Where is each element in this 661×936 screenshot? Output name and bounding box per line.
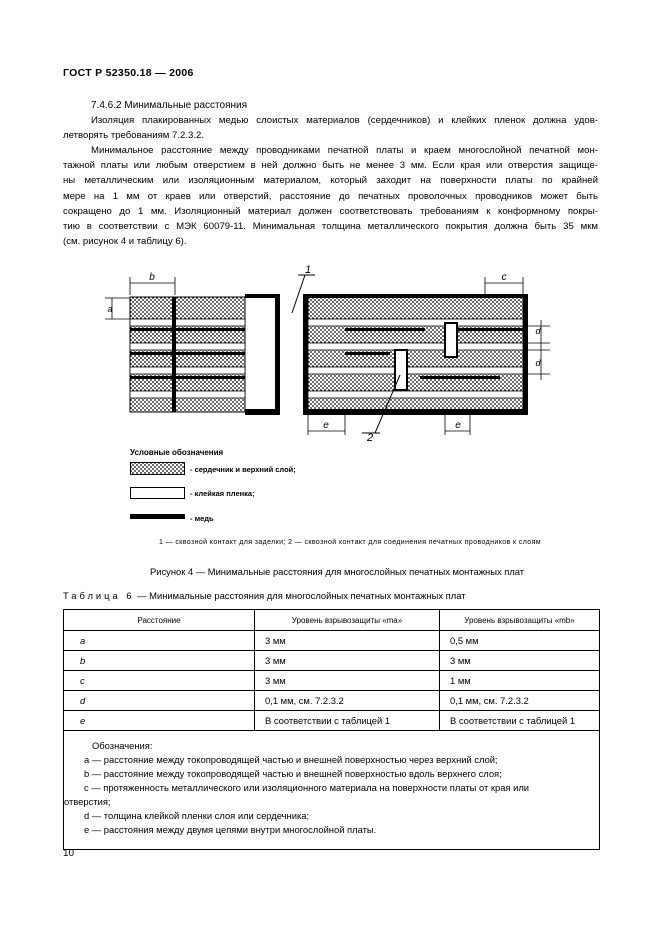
- dimension-a: [105, 298, 130, 319]
- table-caption: [63, 590, 466, 601]
- paragraph-2-line: мере на 1 мм от краев или отверстий, расстояние до печатных проволочных проводников может быть: [63, 190, 598, 202]
- paragraph-2-line: тажной платы или любым отверстием в ней должно быть не менее 3 мм. Если края или отверстия защище-: [63, 160, 598, 172]
- left-board-section: [130, 297, 245, 412]
- table-notes-row: [64, 731, 600, 850]
- note-b: b — расстояние между токопроводящей частью и внешней поверхностью вдоль верхнего слоя;: [84, 768, 502, 779]
- dimension-e-left: [308, 415, 345, 435]
- note-a: a — расстояние между токопроводящей частью и внешней поверхностью через верхний слой;: [84, 754, 498, 765]
- paragraph-2-line: (см. рисунок 4 и таблицу 6).: [63, 236, 187, 248]
- page-number: 10: [63, 848, 75, 859]
- top-copper-pad: [245, 294, 275, 298]
- note-d: d — толщина клейкой пленки слоя или сердечника;: [84, 810, 310, 821]
- table-cell: a: [64, 631, 255, 651]
- legend-film-label: - клейкая пленка;: [190, 489, 255, 498]
- table-header-cell: Расстояние: [64, 610, 255, 631]
- table-row: [64, 651, 600, 671]
- paragraph-1-line: летворять требованиям 7.2.3.2.: [63, 130, 205, 142]
- table-cell: 0,5 мм: [440, 631, 600, 651]
- callout-1-label: 1: [304, 265, 312, 276]
- dimension-c-label: c: [501, 272, 507, 283]
- table-cell: c: [64, 671, 255, 691]
- legend-core-swatch: [131, 463, 185, 475]
- pcb-diagram: [100, 265, 560, 445]
- table-header-cell: Уровень взрывозащиты «mb»: [440, 610, 600, 631]
- table-cell: b: [64, 651, 255, 671]
- dimension-e-right: [445, 415, 470, 435]
- table-cell: 3 мм: [255, 671, 440, 691]
- table-cell: d: [64, 691, 255, 711]
- paragraph-2-line: ны металлическим или изоляционным материалом, который заходит на поверхности платы по крайней: [63, 175, 598, 187]
- right-board-section: [308, 294, 528, 415]
- dimension-a-label: a: [107, 304, 113, 314]
- table-row: [64, 691, 600, 711]
- dimension-b-label: b: [149, 272, 155, 283]
- note-c-cont: отверстия;: [64, 796, 111, 807]
- table-cell: 1 мм: [440, 671, 600, 691]
- table-cell: 0,1 мм, см. 7.2.3.2: [255, 691, 440, 711]
- table-caption-text: — Минимальные расстояния для многослойных печатных монтажных плат: [134, 590, 466, 601]
- table-cell: 3 мм: [255, 631, 440, 651]
- table-cell: e: [64, 711, 255, 731]
- dimension-d-label: d: [535, 358, 541, 368]
- legend-title: Условные обозначения: [130, 448, 224, 457]
- paragraph-2-line: тию в соответствии с МЭК 60079-11. Минимальная толщина металлического покрытия должна быть 35 мкм: [63, 220, 598, 232]
- legend-core-label: - сердечник и верхний слой;: [190, 465, 296, 474]
- paragraph-1: [63, 113, 598, 143]
- legend-film-swatch: [131, 488, 185, 499]
- table-row: [64, 631, 600, 651]
- dimension-d-label: d: [535, 326, 541, 336]
- paragraph-2-line: Минимальное расстояние между проводниками печатной платы и краем многослойной печатной мон-: [91, 145, 598, 156]
- dimension-b: [130, 272, 175, 295]
- table-cell: 0,1 мм, см. 7.2.3.2: [440, 691, 600, 711]
- note-c: c — протяженность металлического или изоляционного материала на поверхности платы от края или: [84, 782, 530, 793]
- dimension-d: [528, 320, 550, 380]
- bottom-copper-pad: [245, 409, 280, 415]
- table-row: [64, 671, 600, 691]
- via-1-wall-right: [303, 294, 308, 415]
- table-row: [64, 711, 600, 731]
- table-cell: 3 мм: [440, 651, 600, 671]
- notes-title: Обозначения:: [92, 740, 153, 751]
- table-header-cell: Уровень взрывозащиты «ma»: [255, 610, 440, 631]
- paragraph-2-line: сокращено до 1 мм. Изоляционный материал должен соответствовать требованиям к конформному покры-: [63, 205, 598, 217]
- dimension-c: [485, 272, 523, 295]
- callout-2-label: 2: [366, 432, 374, 444]
- note-e: e — расстояния между двумя цепями внутри многослойной платы.: [84, 824, 377, 835]
- table-cell: В соответствии с таблицей 1: [255, 711, 440, 731]
- table-cell: В соответствии с таблицей 1: [440, 711, 600, 731]
- legend-copper-label: - медь: [190, 514, 214, 523]
- figure-note: 1 — сквозной контакт для заделки; 2 — сквозной контакт для соединения печатных проводников к слоям: [158, 539, 541, 546]
- table-cell: 3 мм: [255, 651, 440, 671]
- dimension-e-label: e: [455, 420, 461, 431]
- distances-table: [63, 609, 600, 850]
- dimension-e-label: e: [323, 420, 329, 431]
- document-header: ГОСТ Р 52350.18 — 2006: [63, 67, 194, 79]
- section-title: 7.4.6.2 Минимальные расстояния: [91, 100, 248, 111]
- paragraph-1-line: Изоляция плакированных медью слоистых материалов (сердечников) и клейких пленок должна удов-: [91, 115, 598, 126]
- via-1-wall-left: [275, 294, 280, 415]
- legend-copper-swatch: [130, 514, 185, 519]
- paragraph-2: [63, 143, 598, 249]
- table-caption-prefix: Таблица 6: [63, 590, 135, 601]
- figure-caption: Рисунок 4 — Минимальные расстояния для многослойных печатных монтажных плат: [150, 566, 525, 577]
- table-header-row: [64, 610, 600, 631]
- legend-swatches: [130, 462, 186, 526]
- table-notes: [64, 731, 600, 850]
